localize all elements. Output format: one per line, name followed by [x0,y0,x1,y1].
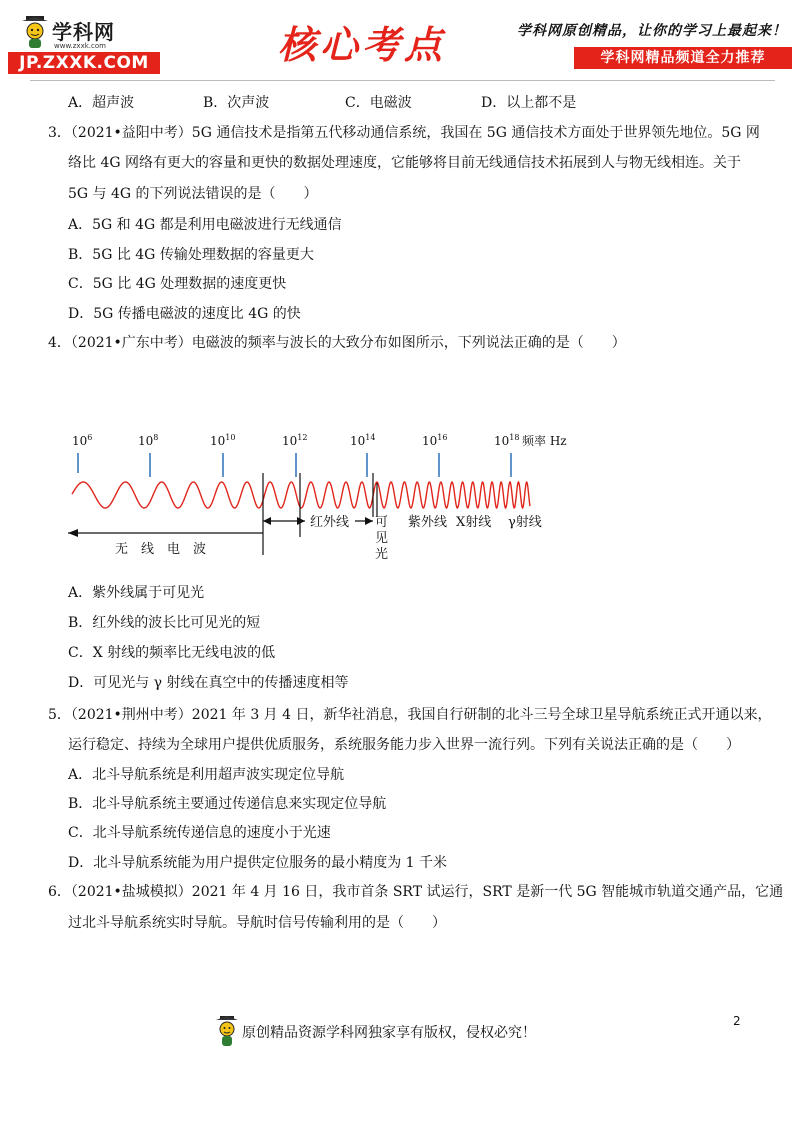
q3-stem-line2: 络比 4G 网络有更大的容量和更快的数据处理速度，它能够将目前无线通信技术拓展到人与物无线相连。关于 [68,155,741,171]
q3-option-a: A．5G 和 4G 都是利用电磁波进行无线通信 [68,217,342,233]
wave-curve [72,482,530,508]
footer-mascot-icon [214,1014,240,1048]
logo-name: 学科网 [52,20,115,44]
q5-option-a: A．北斗导航系统是利用超声波实现定位导航 [68,767,345,783]
q2-option-d: D．以上都不是 [481,95,577,111]
q6-stem-line1: 6．（2021•盐城模拟）2021 年 4 月 16 日，我市首条 SRT 试运行，SRT 是新一代 5G 智能城市轨道交通产品，它通 [48,884,784,900]
header-banner: 学科网精品频道全力推荐 [574,47,792,69]
header-slogan: 学科网原创精品，让你的学习上最起来！ [517,23,787,39]
q2-option-a: A．超声波 [68,95,135,111]
logo-domain[interactable]: JP.ZXXK.COM [8,52,160,74]
header-title: 核心考点 [278,22,447,67]
q4-option-b: B．红外线的波长比可见光的短 [68,615,261,631]
tick-label-1e8: $10^8$ [138,433,159,448]
q3-option-d: D．5G 传播电磁波的速度比 4G 的快 [68,306,301,322]
q4-option-a: A．紫外线属于可见光 [68,585,205,601]
label-infrared: 红外线 [310,515,350,530]
q3-stem-line1: 3．（2021•益阳中考）5G 通信技术是指第五代移动通信系统，我国在 5G 通信技术方面处于世界领先地位。5G 网 [48,125,760,141]
ir-arrow-right-head [297,517,305,525]
footer-copyright: 原创精品资源学科网独家享有版权，侵权必究！ [242,1025,536,1041]
q3-stem-line3: 5G 与 4G 的下列说法错误的是（ ） [68,186,318,202]
label-xray: X射线 [456,515,492,530]
q5-option-b: B．北斗导航系统主要通过传递信息来实现定位导航 [68,796,387,812]
q5-option-d: D．北斗导航系统能为用户提供定位服务的最小精度为 1 千米 [68,855,448,871]
tick-label-1e12: $10^{12}$ [282,433,308,448]
ir-arrow-left-head [263,517,271,525]
tick-label-1e10: $10^{10}$ [210,433,236,448]
mascot-icon [20,14,50,50]
frequency-unit-label: 频率 Hz [522,434,567,448]
q4-option-c: C．X 射线的频率比无线电波的低 [68,645,276,661]
label-visible-2: 见 [375,531,389,546]
header-divider [30,80,775,81]
label-gamma: γ射线 [508,515,542,530]
page-number: 2 [733,1014,741,1028]
tick-label-1e14: $10^{14}$ [350,433,376,448]
q2-option-c: C．电磁波 [345,95,412,111]
q3-option-b: B．5G 比 4G 传输处理数据的容量更大 [68,247,314,263]
q3-option-c: C．5G 比 4G 处理数据的速度更快 [68,276,287,292]
label-visible-3: 光 [375,547,389,562]
q2-option-b: B．次声波 [203,95,270,111]
tick-label-1e18: $10^{18}$ [494,433,520,448]
radio-arrow-head [68,529,78,537]
q5-stem-line1: 5．（2021•荆州中考）2021 年 3 月 4 日，新华社消息，我国自行研制的北斗三号全球卫星导航系统正式开通以来， [48,707,772,723]
q4-option-d: D．可见光与 γ 射线在真空中的传播速度相等 [68,675,349,691]
logo-url-small: www.zxxk.com [54,42,106,50]
label-visible-1: 可 [375,515,389,530]
em-spectrum-figure [60,425,580,575]
site-logo [8,10,158,72]
q6-stem-line2: 过北斗导航系统实时导航。导航时信号传输利用的是（ ） [68,915,446,931]
tick-label-1e16: $10^{16}$ [422,433,448,448]
ir-arrow-right-head2 [365,517,373,525]
q4-stem-line1: 4．（2021•广东中考）电磁波的频率与波长的大致分布如图所示，下列说法正确的是（ ） [48,335,626,351]
tick-label-1e6: $10^6$ [72,433,93,448]
q5-option-c: C．北斗导航系统传递信息的速度小于光速 [68,825,331,841]
label-radio-waves: 无 线 电 波 [115,542,207,557]
label-ultraviolet: 紫外线 [408,515,448,530]
q5-stem-line2: 运行稳定、持续为全球用户提供优质服务，系统服务能力步入世界一流行列。下列有关说法正确的是（ ） [68,737,740,753]
